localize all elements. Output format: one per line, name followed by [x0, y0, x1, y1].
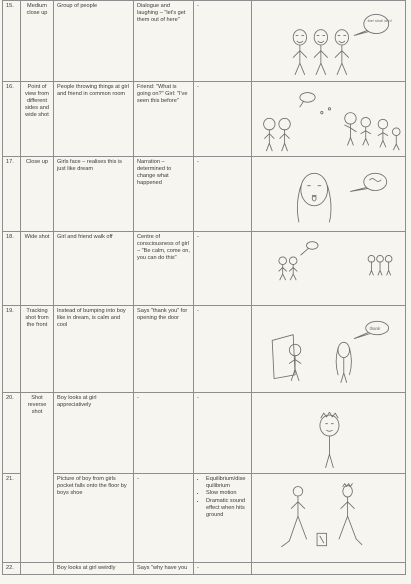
notes-list — [197, 476, 248, 519]
sketch-walking-off — [252, 231, 406, 306]
action-cell: Girl and friend walk off — [54, 231, 134, 306]
table-row — [3, 157, 406, 232]
notes-cell: - — [194, 306, 252, 392]
shot-type: Tracking shot from the front — [21, 306, 54, 392]
action-cell: People throwing things at girl and friend in common room — [54, 82, 134, 157]
list-item: • Slow motion — [206, 490, 248, 497]
table-row — [3, 231, 406, 306]
shot-number: 19. — [3, 306, 21, 392]
shot-type: Medium close up — [21, 1, 54, 82]
action-cell: Group of people — [54, 1, 134, 82]
list-item: • Equilibrium/dise quilibrium — [206, 476, 248, 490]
table-row — [3, 392, 406, 473]
sketch-girl-face — [252, 157, 406, 232]
table-row — [3, 1, 406, 82]
dialogue-cell: - — [134, 473, 194, 562]
shot-number: 15. — [3, 1, 21, 82]
notes-cell: - — [194, 562, 252, 574]
action-cell: Girls face – realises this is just like dream — [54, 157, 134, 232]
shot-number: 22. — [3, 562, 21, 574]
shot-number: 21. — [3, 473, 21, 562]
sketch-group-throwing — [252, 82, 406, 157]
shot-type — [21, 562, 54, 574]
action-cell: Picture of boy from girls pocket falls onto the floor by boys shoe — [54, 473, 134, 562]
action-cell: Boy looks at girl weirdly — [54, 562, 134, 574]
table-row — [3, 82, 406, 157]
shot-type: Wide shot — [21, 231, 54, 306]
table-row — [3, 473, 406, 562]
sketch-picture-falls — [252, 473, 406, 562]
notes-cell — [194, 473, 252, 562]
list-item: • Dramatic sound effect when hits ground — [206, 498, 248, 519]
shot-number: 20. — [3, 392, 21, 473]
dialogue-cell: Says "thank you" for opening the door — [134, 306, 194, 392]
shot-number: 16. — [3, 82, 21, 157]
table-row — [3, 306, 406, 392]
notes-cell: - — [194, 231, 252, 306]
shot-number: 17. — [3, 157, 21, 232]
dialogue-cell: Friend: "What is going on?" Girl: "I've seen this before" — [134, 82, 194, 157]
shot-type: Point of view from different sides and wide shot — [21, 82, 54, 157]
sketch-three-figures — [252, 1, 406, 82]
dialogue-cell: Centre of consciousness of girl – "Be calm, come on, you can do this" — [134, 231, 194, 306]
dialogue-cell: Dialogue and laughing – "let's get them out of here" — [134, 1, 194, 82]
notes-cell: - — [194, 82, 252, 157]
sketch-boy-appreciative — [252, 392, 406, 473]
dialogue-cell: - — [134, 392, 194, 473]
dialogue-cell: Narration – determined to change what happened — [134, 157, 194, 232]
table-row — [3, 562, 406, 574]
storyboard-table — [2, 0, 406, 575]
action-cell: Instead of bumping into boy like in dream, is calm and cool — [54, 306, 134, 392]
dialogue-cell: Says "why have you — [134, 562, 194, 574]
sketch-blank — [252, 562, 406, 574]
speech-bubble-text: thank — [369, 326, 381, 332]
shot-type: Close up — [21, 157, 54, 232]
speech-bubble-text: the! shut! ohh! — [367, 19, 392, 24]
action-cell: Boy looks at girl appreciatively — [54, 392, 134, 473]
sketch-door-thank-you — [252, 306, 406, 392]
notes-cell: - — [194, 1, 252, 82]
notes-cell: - — [194, 157, 252, 232]
shot-type: Shot reverse shot — [21, 392, 54, 562]
shot-number: 18. — [3, 231, 21, 306]
notes-cell: - — [194, 392, 252, 473]
